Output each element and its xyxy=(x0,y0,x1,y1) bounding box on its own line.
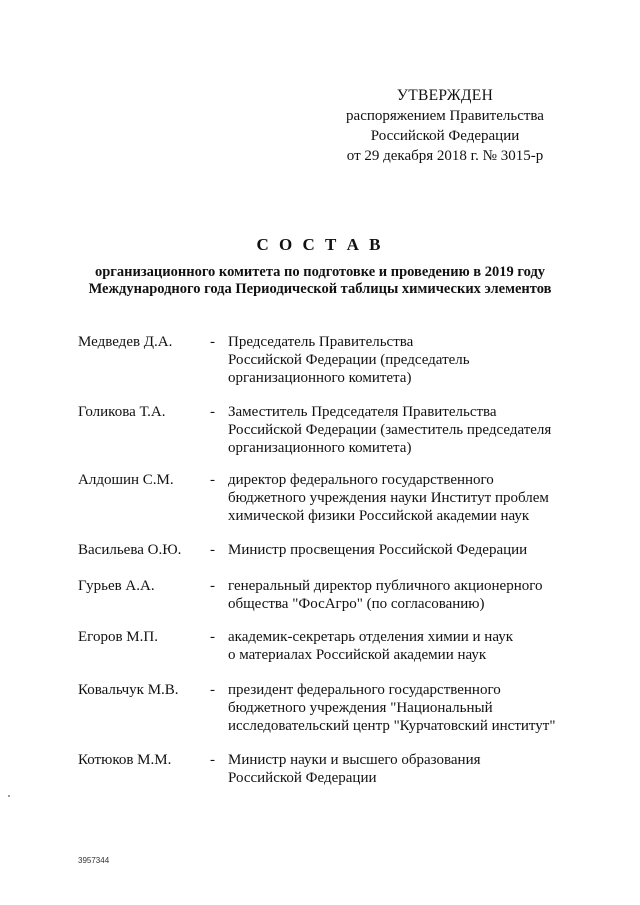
member-role xyxy=(228,333,568,387)
document-subtitle-line: Международного года Периодической таблицы химических элементов xyxy=(88,281,552,297)
member-role-line: академик-секретарь отделения химии и наук xyxy=(228,629,514,645)
member-dash: - xyxy=(210,578,215,594)
member-dash: - xyxy=(210,404,215,420)
member-role xyxy=(228,403,568,457)
member-role xyxy=(228,471,568,525)
member-name: Егоров М.П. xyxy=(78,629,158,645)
member-role-line: Заместитель Председателя Правительства xyxy=(228,404,497,420)
member-name: Ковальчук М.В. xyxy=(78,682,179,698)
document-title: С О С Т А В xyxy=(256,235,384,254)
document-subtitle-line: организационного комитета по подготовке и проведению в 2019 году xyxy=(94,264,546,280)
member-role-line: президент федерального государственного xyxy=(228,682,501,698)
member-role-line: о материалах Российской академии наук xyxy=(228,647,487,663)
approval-block xyxy=(330,86,560,166)
member-role-line: Председатель Правительства xyxy=(228,334,414,350)
member-dash: - xyxy=(210,629,215,645)
member-role xyxy=(228,577,568,613)
member-role-line: Министр науки и высшего образования xyxy=(228,752,481,768)
approval-title: УТВЕРЖДЕН xyxy=(396,87,494,104)
document-heading xyxy=(0,234,640,298)
member-role xyxy=(228,751,568,787)
member-role-line: общества "ФосАгро" (по согласованию) xyxy=(228,596,485,612)
member-role xyxy=(228,681,568,735)
member-role-line: директор федерального государственного xyxy=(228,472,494,488)
member-dash: - xyxy=(210,682,215,698)
member-role xyxy=(228,541,568,559)
approval-date-number: от 29 декабря 2018 г. № 3015-р xyxy=(346,148,544,164)
member-role-line: генеральный директор публичного акционерного xyxy=(228,578,543,594)
member-role-line: организационного комитета) xyxy=(228,370,412,386)
member-name: Алдошин С.М. xyxy=(78,472,174,488)
member-role-line: организационного комитета) xyxy=(228,440,412,456)
member-role-line: Российской Федерации (председатель xyxy=(228,352,470,368)
approval-line: распоряжением Правительства xyxy=(346,108,544,124)
member-role-line: бюджетного учреждения "Национальный xyxy=(228,700,493,716)
member-dash: - xyxy=(210,542,215,558)
scan-speck xyxy=(8,795,10,797)
member-dash: - xyxy=(210,752,215,768)
member-role-line: исследовательский центр "Курчатовский институт" xyxy=(228,718,556,734)
member-dash: - xyxy=(210,334,215,350)
document-code: 3957344 xyxy=(78,856,110,865)
member-role-line: Министр просвещения Российской Федерации xyxy=(228,542,528,558)
member-role-line: Российской Федерации xyxy=(228,770,377,786)
member-role-line: Российской Федерации (заместитель председателя xyxy=(228,422,552,438)
approval-line: Российской Федерации xyxy=(370,128,520,144)
member-name: Котюков М.М. xyxy=(78,752,172,768)
member-role xyxy=(228,628,568,664)
member-name: Голикова Т.А. xyxy=(78,404,166,420)
member-name: Гурьев А.А. xyxy=(78,578,155,594)
member-dash: - xyxy=(210,472,215,488)
member-name: Васильева О.Ю. xyxy=(78,542,182,558)
member-role-line: химической физики Российской академии наук xyxy=(228,508,530,524)
member-name: Медведев Д.А. xyxy=(78,334,173,350)
member-role-line: бюджетного учреждения науки Институт проблем xyxy=(228,490,549,506)
